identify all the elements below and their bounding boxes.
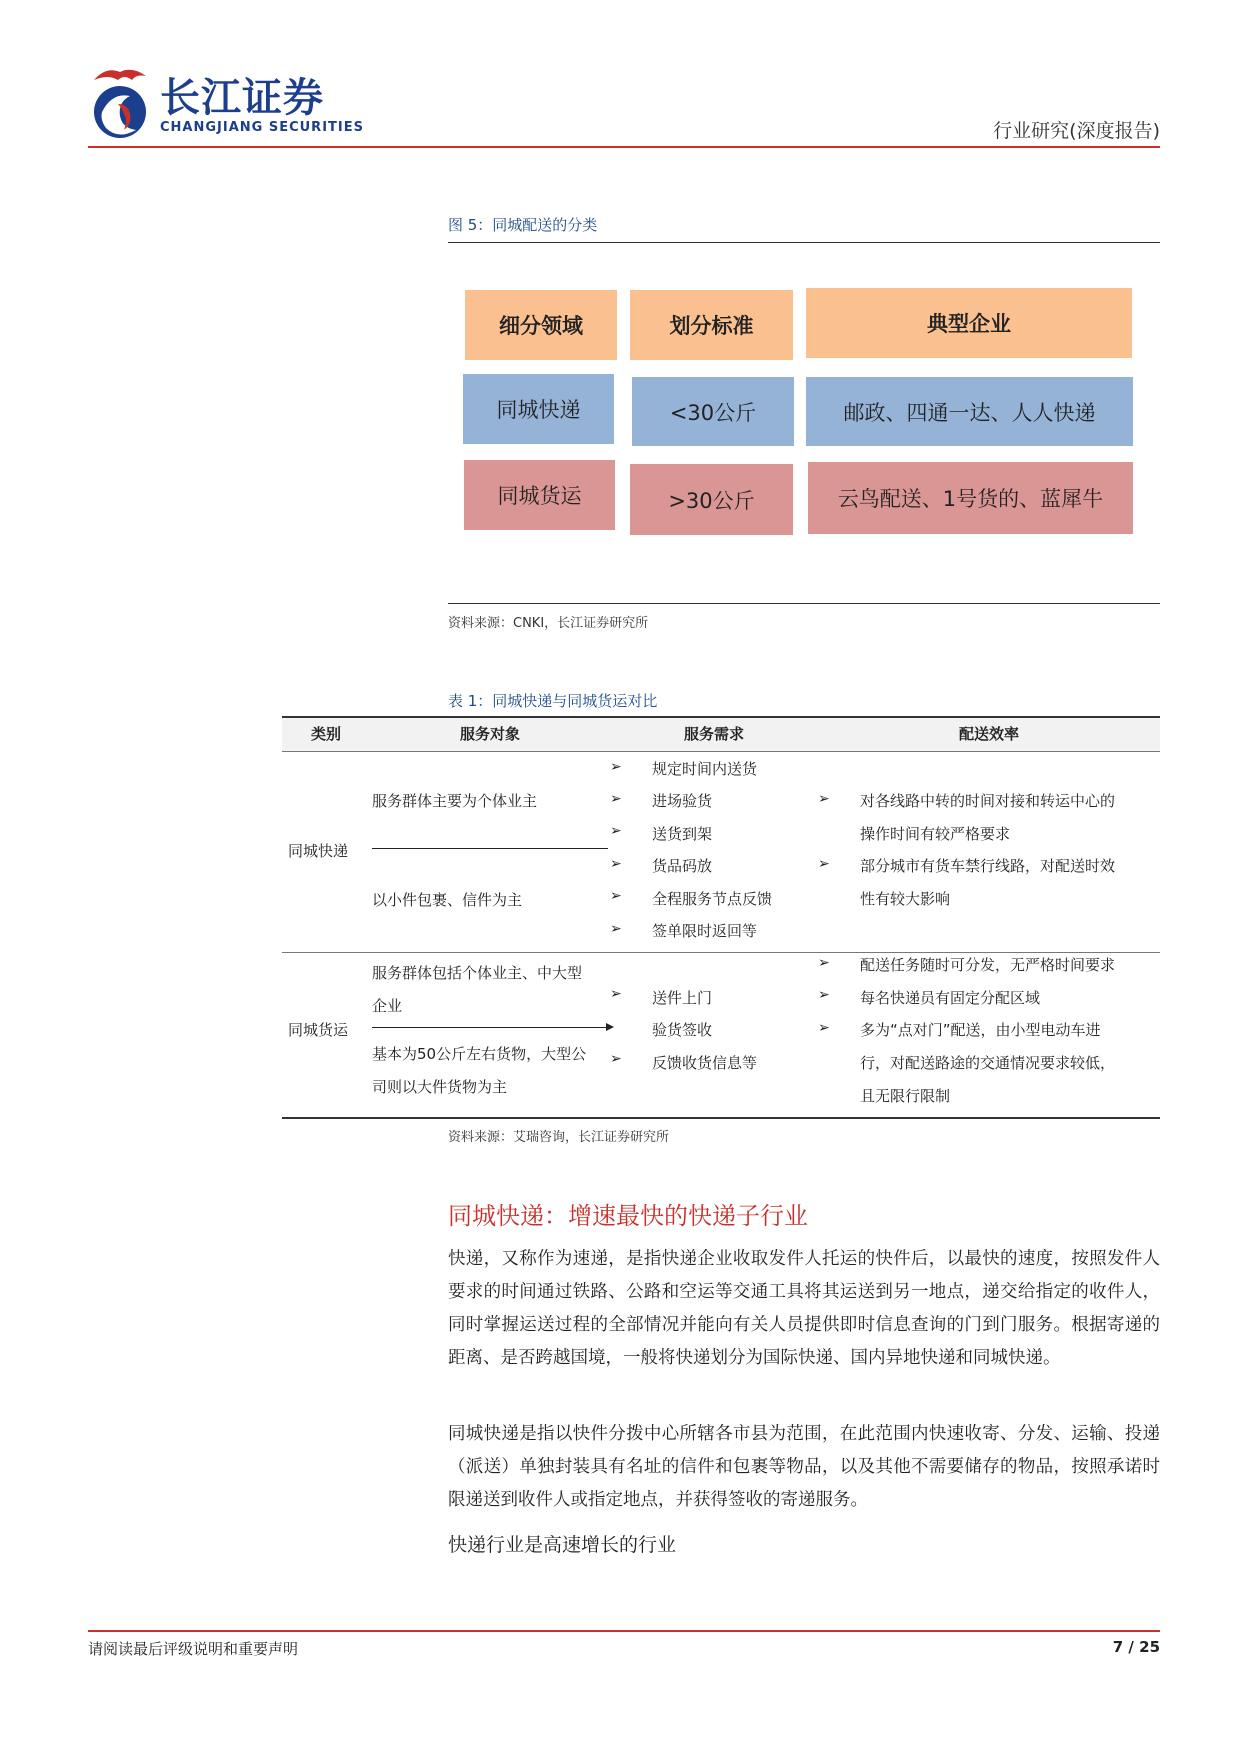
table-row1-efficiency: 操作时间有较严格要求: [860, 825, 1011, 843]
footer-divider: [88, 1630, 1160, 1632]
figure-cell-freight: 同城货运: [464, 460, 615, 530]
figure-header-standard: 划分标准: [630, 290, 793, 360]
figure-top-rule: [448, 242, 1160, 243]
table-row1-need: 送货到架: [652, 825, 713, 843]
bullet-arrow-icon: ➢: [610, 986, 622, 1002]
table-row1-object-2: 以小件包裹、信件为主: [372, 891, 523, 909]
table-row2-efficiency: 多为“点对门”配送，由小型电动车进: [860, 1021, 1101, 1039]
report-type-label: 行业研究(深度报告): [993, 120, 1160, 142]
table-row2-need: 反馈收货信息等: [652, 1054, 758, 1072]
bullet-arrow-icon: ➢: [818, 791, 830, 807]
figure-cell-express-standard: <30公斤: [632, 377, 794, 446]
section-heading: 同城快递：增速最快的快递子行业: [448, 1202, 808, 1230]
brand-name-en: CHANGJIANG SECURITIES: [160, 120, 364, 135]
bullet-arrow-icon: ➢: [610, 888, 622, 904]
header-divider: [88, 146, 1160, 148]
body-paragraph-1: 快递，又称作为速递，是指快递企业收取发件人托运的快件后，以最快的速度，按照发件人要求的时间通过铁路、公路和空运等交通工具将其运送到另一地点，递交给指定的收件人，同时掌握运送过程的全部情况并能向有关人员提供即时信息查询的门到门服务。根据寄递的距离、是否跨越国境，一般将快递划分为国际快递、国内异地快递和同城快递。: [448, 1249, 1160, 1368]
figure-header-segment: 细分领域: [465, 290, 617, 360]
table-row2-object-1: 企业: [372, 997, 403, 1015]
figure-cell-freight-standard: >30公斤: [630, 464, 793, 535]
brand-name-cn: 长江证券: [160, 75, 324, 121]
section-subheading: 快递行业是高速增长的行业: [448, 1534, 677, 1556]
bullet-arrow-icon: ➢: [818, 1020, 830, 1036]
table-source: 资料来源：艾瑞咨询，长江证券研究所: [448, 1130, 670, 1145]
company-logo: [88, 64, 152, 144]
table-row1-efficiency: 部分城市有货车禁行线路，对配送时效: [860, 857, 1116, 875]
table-row1-object-divider: [372, 848, 608, 849]
table-row1-efficiency: 对各线路中转的时间对接和转运中心的: [860, 792, 1116, 810]
table-row2-efficiency: 行，对配送路途的交通情况要求较低，: [860, 1054, 1116, 1072]
table-row1-need: 全程服务节点反馈: [652, 890, 773, 908]
table-row2-category: 同城货运: [288, 1021, 349, 1039]
table-header-row: [282, 718, 1160, 752]
figure-cell-express-companies: 邮政、四通一达、人人快递: [806, 377, 1133, 446]
bullet-arrow-icon: ➢: [818, 856, 830, 872]
table-row2-need: 验货签收: [652, 1021, 713, 1039]
table-row1-need: 货品码放: [652, 857, 713, 875]
table-row2-efficiency: 每名快递员有固定分配区域: [860, 989, 1041, 1007]
table-row-divider: [282, 952, 1160, 953]
figure-cell-freight-companies: 云鸟配送、1号货的、蓝犀牛: [808, 462, 1133, 534]
table-header-needs: 服务需求: [683, 725, 744, 743]
bullet-arrow-icon: ➢: [610, 823, 622, 839]
table-row1-category: 同城快递: [288, 842, 349, 860]
table-row2-efficiency: 配送任务随时可分发，无严格时间要求: [860, 956, 1116, 974]
table-row2-object-1: 服务群体包括个体业主、中大型: [372, 964, 583, 982]
divider-arrow-icon: [606, 1023, 614, 1031]
table-row2-object-divider: [372, 1027, 608, 1028]
table-header-efficiency: 配送效率: [958, 725, 1019, 743]
page-number: 7 / 25: [1112, 1638, 1160, 1656]
bullet-arrow-icon: ➢: [610, 856, 622, 872]
bullet-arrow-icon: ➢: [610, 759, 622, 775]
figure-cell-express: 同城快递: [463, 374, 614, 444]
figure-source: 资料来源：CNKI，长江证券研究所: [448, 616, 649, 631]
bullet-arrow-icon: ➢: [818, 987, 830, 1003]
bullet-arrow-icon: ➢: [610, 921, 622, 937]
bullet-arrow-icon: ➢: [610, 1051, 622, 1067]
table-row2-efficiency: 且无限行限制: [860, 1087, 951, 1105]
table-row1-object-1: 服务群体主要为个体业主: [372, 792, 538, 810]
table-header-category: 类别: [310, 725, 341, 743]
table-row2-object-2: 司则以大件货物为主: [372, 1078, 508, 1096]
table-bottom-rule: [282, 1117, 1160, 1119]
table-row2-need: 送件上门: [652, 989, 713, 1007]
figure-header-companies: 典型企业: [806, 288, 1132, 358]
table-header-objects: 服务对象: [459, 725, 520, 743]
table-row1-need: 签单限时返回等: [652, 922, 758, 940]
figure-bottom-rule: [448, 603, 1160, 604]
table-row1-need: 进场验货: [652, 792, 713, 810]
footer-disclaimer: 请阅读最后评级说明和重要声明: [88, 1640, 299, 1658]
bullet-arrow-icon: ➢: [610, 791, 622, 807]
bullet-arrow-icon: ➢: [818, 955, 830, 971]
body-paragraph-2: 同城快递是指以快件分拨中心所辖各市县为范围，在此范围内快速收寄、分发、运输、投递（派送）单独封装具有名址的信件和包裹等物品，以及其他不需要储存的物品，按照承诺时限递送到收件人或指定地点，并获得签收的寄递服务。: [448, 1424, 1160, 1510]
table-caption: 表 1：同城快递与同城货运对比: [448, 692, 658, 710]
table-row1-need: 规定时间内送货: [652, 760, 758, 778]
table-row1-efficiency: 性有较大影响: [860, 890, 951, 908]
figure-caption: 图 5：同城配送的分类: [448, 216, 598, 234]
table-row2-object-2: 基本为50公斤左右货物，大型公: [372, 1045, 587, 1063]
